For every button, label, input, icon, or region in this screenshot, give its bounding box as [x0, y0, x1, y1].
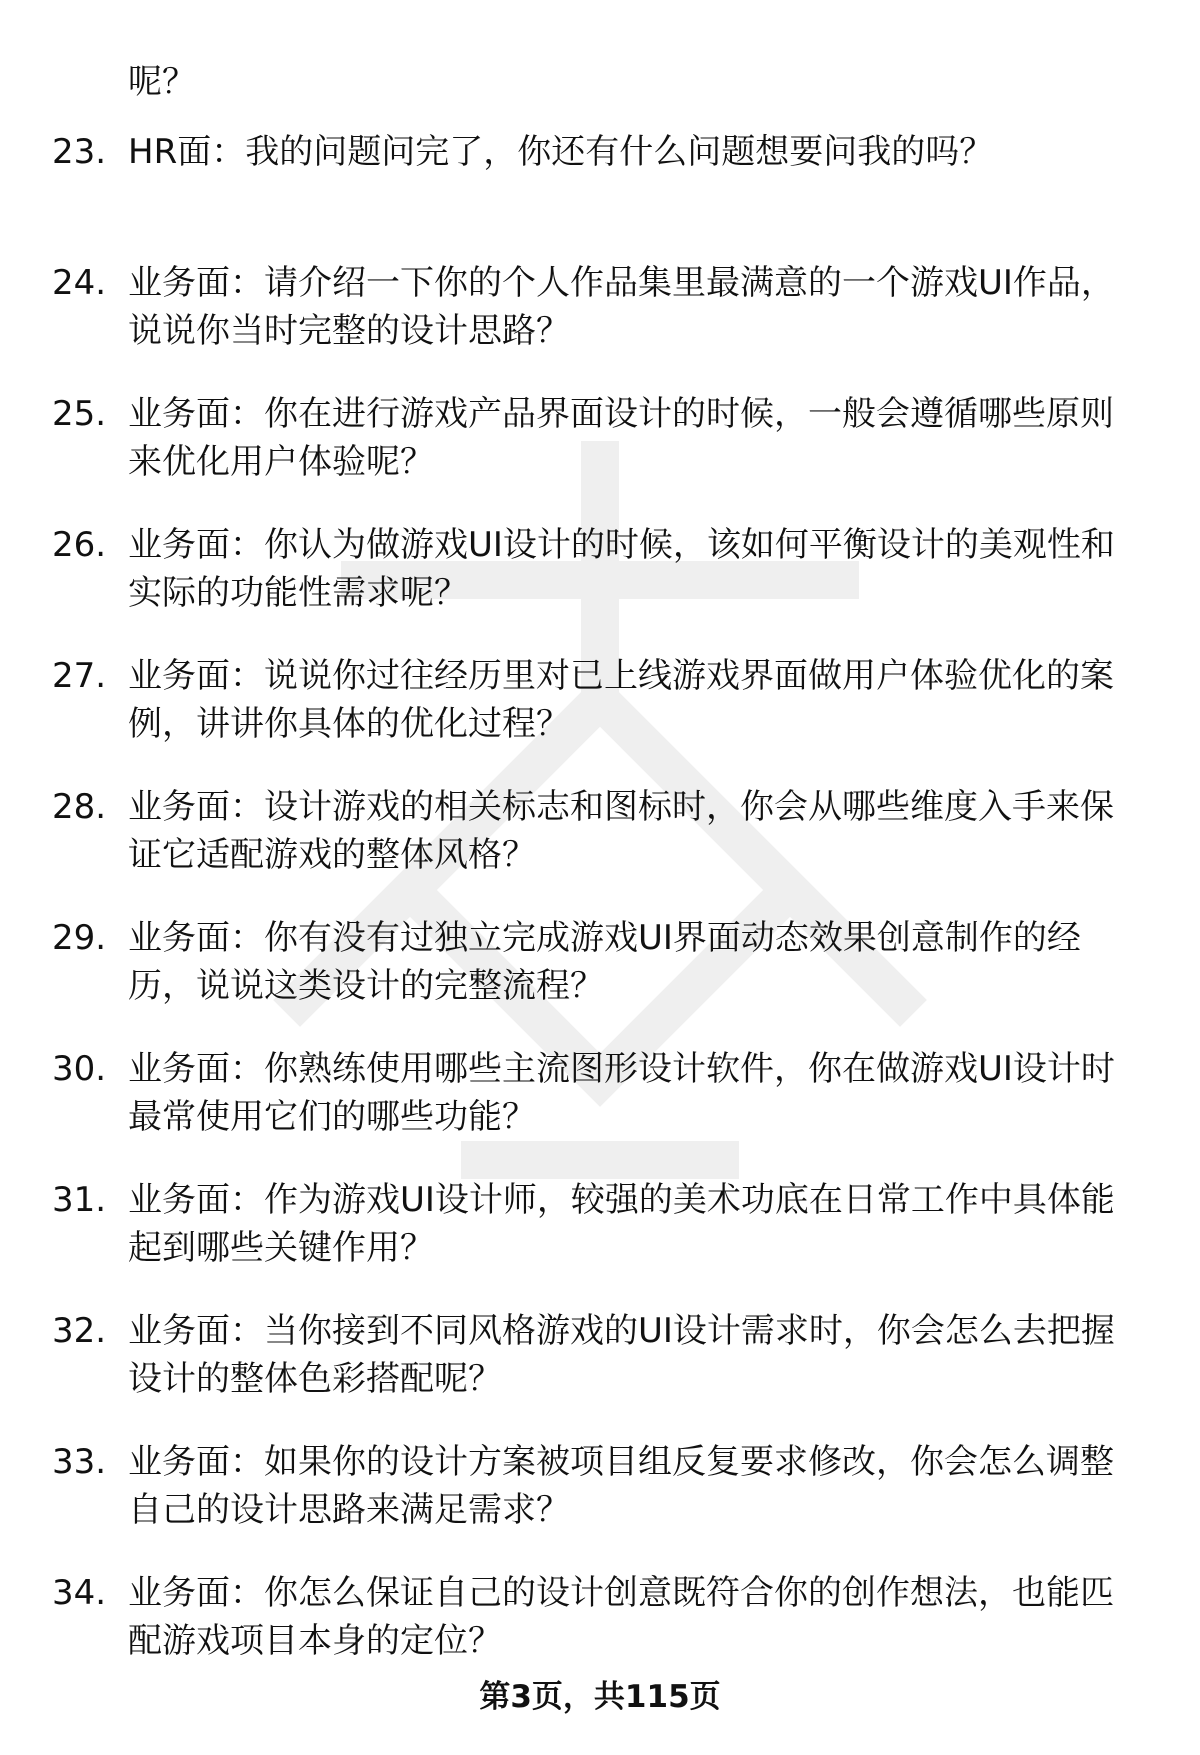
list-item [0, 1045, 1200, 1176]
question-text: 业务面：请介绍一下你的个人作品集里最满意的一个游戏UI作品，说说你当时完整的设计思路？ [128, 263, 1115, 351]
question-text: 业务面：你有没有过独立完成游戏UI界面动态效果创意制作的经历，说说这类设计的完整流程？ [128, 918, 1081, 1006]
question-number: 34. [52, 1573, 107, 1613]
question-text: 业务面：你在进行游戏产品界面设计的时候，一般会遵循哪些原则来优化用户体验呢？ [128, 394, 1114, 482]
question-number: 25. [52, 394, 107, 434]
question-number: 33. [52, 1442, 107, 1482]
question-number: 31. [52, 1180, 107, 1220]
page-number-footer: 第3页，共115页 [479, 1679, 721, 1715]
list-item [0, 1438, 1200, 1569]
question-text: 业务面：说说你过往经历里对已上线游戏界面做用户体验优化的案例，讲讲你具体的优化过程？ [128, 656, 1114, 744]
question-number: 27. [52, 656, 107, 696]
list-item [0, 1176, 1200, 1307]
list-item [0, 652, 1200, 783]
question-list [0, 128, 1200, 1700]
question-text: 业务面：你怎么保证自己的设计创意既符合你的创作想法，也能匹配游戏项目本身的定位？ [128, 1573, 1114, 1661]
list-item [0, 390, 1200, 521]
list-item [0, 1307, 1200, 1438]
question-number: 32. [52, 1311, 107, 1351]
list-item [0, 521, 1200, 652]
list-item [0, 783, 1200, 914]
question-text: 业务面：你认为做游戏UI设计的时候，该如何平衡设计的美观性和实际的功能性需求呢？ [128, 525, 1115, 613]
question-text: 业务面：作为游戏UI设计师，较强的美术功底在日常工作中具体能起到哪些关键作用？ [128, 1180, 1115, 1268]
question-number: 24. [52, 263, 107, 303]
question-text: HR面：我的问题问完了，你还有什么问题想要问我的吗？ [128, 132, 994, 172]
list-item [0, 128, 1200, 259]
question-number: 28. [52, 787, 107, 827]
question-number: 30. [52, 1049, 107, 1089]
list-item [0, 914, 1200, 1045]
question-text: 业务面：如果你的设计方案被项目组反复要求修改，你会怎么调整自己的设计思路来满足需求？ [128, 1442, 1114, 1530]
question-text: 业务面：设计游戏的相关标志和图标时，你会从哪些维度入手来保证它适配游戏的整体风格？ [128, 787, 1114, 875]
list-item [0, 259, 1200, 390]
question-text: 业务面：当你接到不同风格游戏的UI设计需求时，你会怎么去把握设计的整体色彩搭配呢？ [128, 1311, 1115, 1399]
question-number: 23. [52, 132, 107, 172]
continued-question-text: 呢？ [128, 62, 196, 102]
question-text: 业务面：你熟练使用哪些主流图形设计软件，你在做游戏UI设计时最常使用它们的哪些功能？ [128, 1049, 1115, 1137]
question-number: 29. [52, 918, 107, 958]
question-number: 26. [52, 525, 107, 565]
